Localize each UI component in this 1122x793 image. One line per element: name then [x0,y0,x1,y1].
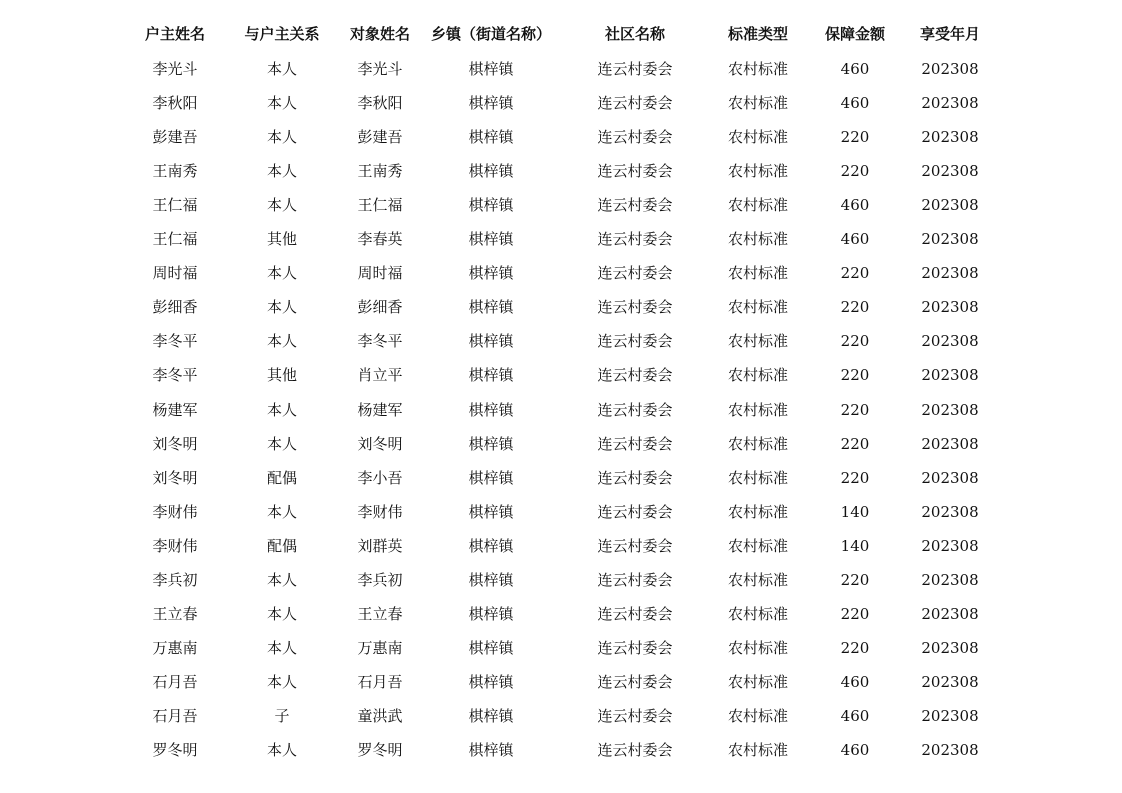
township-cell: 棋梓镇 [468,264,514,283]
township-cell: 棋梓镇 [468,60,514,78]
table-row [0,120,1122,154]
township-cell: 棋梓镇 [468,196,514,215]
person-name-cell: 王立春 [357,604,403,623]
amount-cell: 460 [840,741,870,759]
header-household-head: 户主姓名 [144,25,205,43]
standard-type-cell: 农村标准 [727,400,788,419]
township-cell: 棋梓镇 [468,298,514,317]
township-cell: 棋梓镇 [468,128,514,147]
household-head-cell: 杨建军 [152,400,198,419]
year-month-cell: 202308 [921,264,979,283]
community-cell: 连云村委会 [597,400,673,419]
header-person-name: 对象姓名 [349,25,410,43]
community-cell: 连云村委会 [597,264,673,283]
person-name-cell: 李小吾 [357,468,403,487]
community-cell: 连云村委会 [597,502,673,521]
household-head-cell: 刘冬明 [152,434,198,453]
year-month-cell: 202308 [921,741,979,759]
household-head-cell: 王立春 [152,604,198,623]
community-cell: 连云村委会 [597,468,673,487]
table-row [0,52,1122,86]
standard-type-cell: 农村标准 [727,298,788,317]
township-cell: 棋梓镇 [468,706,514,725]
amount-cell: 220 [840,298,870,317]
township-cell: 棋梓镇 [468,434,514,453]
table-row [0,256,1122,290]
amount-cell: 460 [840,94,870,113]
standard-type-cell: 农村标准 [727,672,788,691]
community-cell: 连云村委会 [597,741,673,759]
household-head-cell: 王仁福 [152,196,198,215]
community-cell: 连云村委会 [597,570,673,589]
amount-cell: 220 [840,638,870,657]
table-row [0,733,1122,767]
table-row [0,290,1122,324]
relation-cell: 本人 [266,332,297,351]
person-name-cell: 石月吾 [357,672,403,691]
amount-cell: 220 [840,570,870,589]
table-row [0,529,1122,563]
household-head-cell: 彭细香 [152,298,198,317]
township-cell: 棋梓镇 [468,604,514,623]
table-row [0,393,1122,427]
header-amount: 保障金额 [824,25,885,43]
standard-type-cell: 农村标准 [727,536,788,555]
table-row [0,154,1122,188]
person-name-cell: 彭细香 [357,298,403,317]
amount-cell: 220 [840,434,870,453]
household-head-cell: 刘冬明 [152,468,198,487]
relation-cell: 本人 [266,672,297,691]
household-head-cell: 李光斗 [152,60,198,78]
standard-type-cell: 农村标准 [727,94,788,113]
person-name-cell: 王南秀 [357,162,403,181]
township-cell: 棋梓镇 [468,366,514,385]
table-row [0,427,1122,461]
year-month-cell: 202308 [921,434,979,453]
year-month-cell: 202308 [921,128,979,147]
table-header-row [0,17,1122,51]
person-name-cell: 彭建吾 [357,128,403,147]
standard-type-cell: 农村标准 [727,60,788,78]
year-month-cell: 202308 [921,94,979,113]
township-cell: 棋梓镇 [468,332,514,351]
table-row [0,324,1122,358]
amount-cell: 220 [840,332,870,351]
person-name-cell: 王仁福 [357,196,403,215]
community-cell: 连云村委会 [597,638,673,657]
year-month-cell: 202308 [921,366,979,385]
table-row [0,699,1122,733]
relation-cell: 本人 [266,298,297,317]
household-head-cell: 李冬平 [152,366,198,385]
year-month-cell: 202308 [921,332,979,351]
standard-type-cell: 农村标准 [727,741,788,759]
person-name-cell: 李春英 [357,230,403,249]
standard-type-cell: 农村标准 [727,332,788,351]
amount-cell: 460 [840,672,870,691]
community-cell: 连云村委会 [597,434,673,453]
household-head-cell: 彭建吾 [152,128,198,147]
person-name-cell: 肖立平 [357,366,403,385]
header-standard-type: 标准类型 [727,25,788,43]
relation-cell: 本人 [266,570,297,589]
table-row [0,188,1122,222]
amount-cell: 220 [840,468,870,487]
year-month-cell: 202308 [921,672,979,691]
community-cell: 连云村委会 [597,230,673,249]
table-row [0,461,1122,495]
person-name-cell: 刘冬明 [357,434,403,453]
community-cell: 连云村委会 [597,128,673,147]
person-name-cell: 李冬平 [357,332,403,351]
township-cell: 棋梓镇 [468,536,514,555]
township-cell: 棋梓镇 [468,468,514,487]
amount-cell: 140 [840,536,870,555]
township-cell: 棋梓镇 [468,638,514,657]
relation-cell: 配偶 [266,468,297,487]
community-cell: 连云村委会 [597,706,673,725]
township-cell: 棋梓镇 [468,672,514,691]
relation-cell: 本人 [266,264,297,283]
household-head-cell: 李财伟 [152,536,198,555]
header-township: 乡镇（街道名称） [430,25,551,43]
year-month-cell: 202308 [921,502,979,521]
year-month-cell: 202308 [921,604,979,623]
amount-cell: 460 [840,60,870,78]
year-month-cell: 202308 [921,570,979,589]
year-month-cell: 202308 [921,536,979,555]
standard-type-cell: 农村标准 [727,196,788,215]
header-year-month: 享受年月 [919,25,980,43]
standard-type-cell: 农村标准 [727,434,788,453]
standard-type-cell: 农村标准 [727,162,788,181]
amount-cell: 460 [840,230,870,249]
community-cell: 连云村委会 [597,604,673,623]
person-name-cell: 杨建军 [357,400,403,419]
amount-cell: 140 [840,502,870,521]
household-head-cell: 王南秀 [152,162,198,181]
amount-cell: 220 [840,400,870,419]
table-row [0,563,1122,597]
person-name-cell: 刘群英 [357,536,403,555]
amount-cell: 220 [840,264,870,283]
community-cell: 连云村委会 [597,94,673,113]
township-cell: 棋梓镇 [468,502,514,521]
household-head-cell: 罗冬明 [152,741,198,759]
relation-cell: 本人 [266,502,297,521]
standard-type-cell: 农村标准 [727,570,788,589]
relation-cell: 本人 [266,162,297,181]
standard-type-cell: 农村标准 [727,502,788,521]
relation-cell: 其他 [266,230,297,249]
amount-cell: 220 [840,366,870,385]
standard-type-cell: 农村标准 [727,264,788,283]
year-month-cell: 202308 [921,162,979,181]
standard-type-cell: 农村标准 [727,230,788,249]
person-name-cell: 罗冬明 [357,741,403,759]
community-cell: 连云村委会 [597,298,673,317]
table-row [0,358,1122,392]
person-name-cell: 万惠南 [357,638,403,657]
year-month-cell: 202308 [921,400,979,419]
standard-type-cell: 农村标准 [727,604,788,623]
amount-cell: 460 [840,196,870,215]
person-name-cell: 李光斗 [357,60,403,78]
township-cell: 棋梓镇 [468,570,514,589]
township-cell: 棋梓镇 [468,230,514,249]
community-cell: 连云村委会 [597,60,673,78]
household-head-cell: 李兵初 [152,570,198,589]
household-head-cell: 李财伟 [152,502,198,521]
year-month-cell: 202308 [921,468,979,487]
person-name-cell: 周时福 [357,264,403,283]
township-cell: 棋梓镇 [468,162,514,181]
community-cell: 连云村委会 [597,332,673,351]
standard-type-cell: 农村标准 [727,366,788,385]
community-cell: 连云村委会 [597,672,673,691]
person-name-cell: 李兵初 [357,570,403,589]
amount-cell: 220 [840,162,870,181]
relation-cell: 本人 [266,434,297,453]
relation-cell: 其他 [266,366,297,385]
relation-cell: 本人 [266,400,297,419]
relation-cell: 本人 [266,638,297,657]
year-month-cell: 202308 [921,706,979,725]
relation-cell: 子 [274,706,290,725]
header-relation: 与户主关系 [244,25,320,43]
table-row [0,665,1122,699]
township-cell: 棋梓镇 [468,741,514,759]
amount-cell: 460 [840,706,870,725]
person-name-cell: 李财伟 [357,502,403,521]
community-cell: 连云村委会 [597,536,673,555]
household-head-cell: 李秋阳 [152,94,198,113]
year-month-cell: 202308 [921,196,979,215]
household-head-cell: 王仁福 [152,230,198,249]
household-head-cell: 周时福 [152,264,198,283]
table-row [0,495,1122,529]
person-name-cell: 李秋阳 [357,94,403,113]
household-head-cell: 石月吾 [152,706,198,725]
community-cell: 连云村委会 [597,162,673,181]
household-head-cell: 李冬平 [152,332,198,351]
year-month-cell: 202308 [921,298,979,317]
table-row [0,631,1122,665]
relation-cell: 本人 [266,196,297,215]
amount-cell: 220 [840,128,870,147]
relation-cell: 本人 [266,94,297,113]
year-month-cell: 202308 [921,638,979,657]
household-head-cell: 石月吾 [152,672,198,691]
header-community: 社区名称 [604,25,665,43]
standard-type-cell: 农村标准 [727,638,788,657]
community-cell: 连云村委会 [597,366,673,385]
relation-cell: 本人 [266,60,297,78]
year-month-cell: 202308 [921,60,979,78]
community-cell: 连云村委会 [597,196,673,215]
year-month-cell: 202308 [921,230,979,249]
standard-type-cell: 农村标准 [727,128,788,147]
table-row [0,222,1122,256]
township-cell: 棋梓镇 [468,94,514,113]
standard-type-cell: 农村标准 [727,468,788,487]
person-name-cell: 童洪武 [357,706,403,725]
relation-cell: 本人 [266,128,297,147]
relation-cell: 配偶 [266,536,297,555]
table-row [0,86,1122,120]
amount-cell: 220 [840,604,870,623]
household-head-cell: 万惠南 [152,638,198,657]
table-row [0,597,1122,631]
relation-cell: 本人 [266,741,297,759]
township-cell: 棋梓镇 [468,400,514,419]
relation-cell: 本人 [266,604,297,623]
standard-type-cell: 农村标准 [727,706,788,725]
